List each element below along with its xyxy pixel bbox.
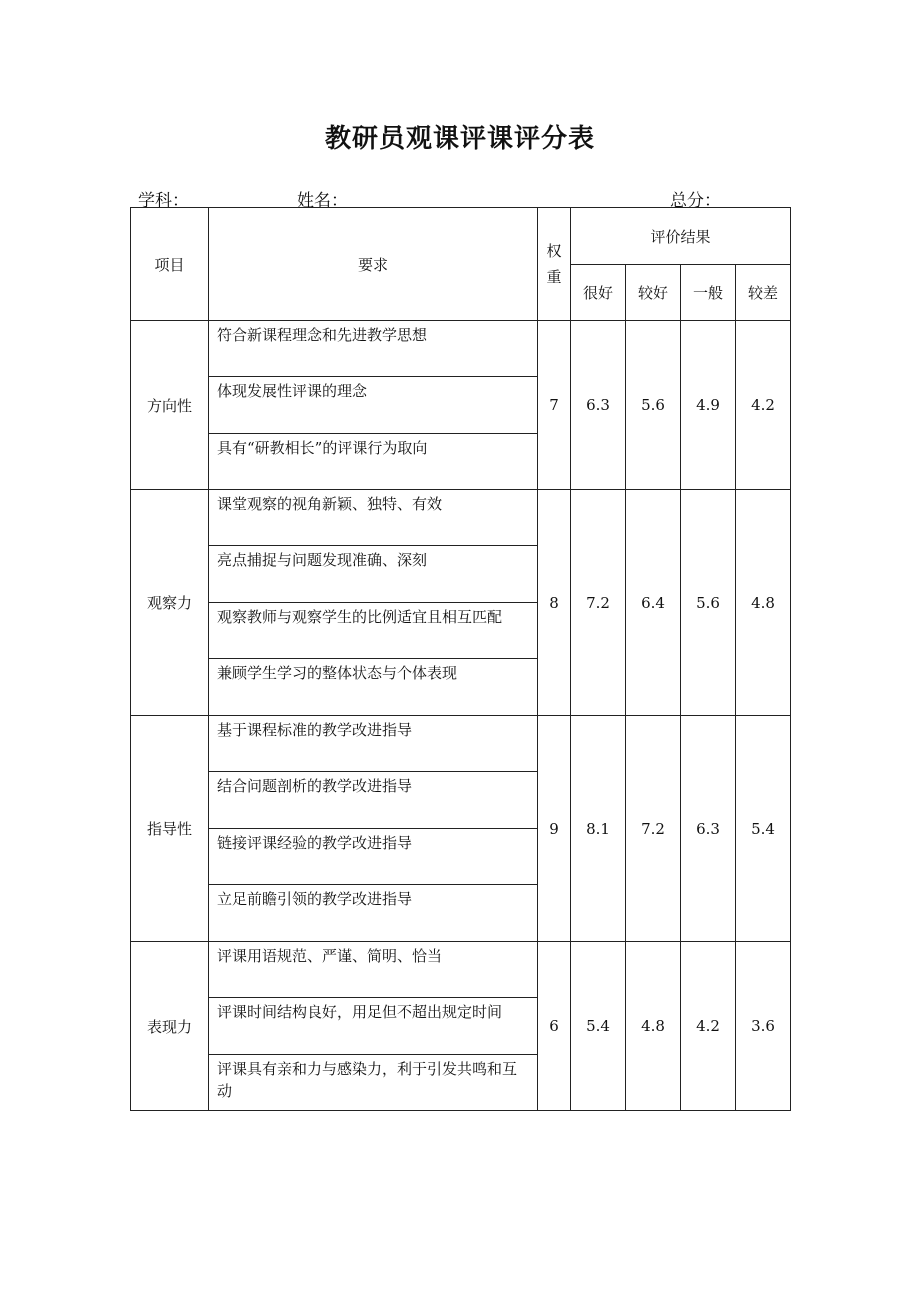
requirement-cell: 结合问题剖析的教学改进指导 — [209, 772, 538, 829]
score-poor: 3.6 — [736, 942, 791, 1111]
header-level-very-good: 很好 — [571, 265, 626, 321]
requirement-cell: 亮点捕捉与问题发现准确、深刻 — [209, 546, 538, 603]
requirement-cell: 评课用语规范、严谨、简明、恰当 — [209, 942, 538, 998]
header-level-good: 较好 — [626, 265, 681, 321]
weight-cell: 8 — [538, 490, 571, 716]
requirement-cell: 评课时间结构良好，用足但不超出规定时间 — [209, 998, 538, 1055]
score-good: 4.8 — [626, 942, 681, 1111]
score-table — [130, 207, 791, 1111]
score-very-good: 8.1 — [571, 716, 626, 942]
score-very-good: 7.2 — [571, 490, 626, 716]
score-average: 6.3 — [681, 716, 736, 942]
subject-label: 学科： — [138, 191, 189, 211]
header-level-average: 一般 — [681, 265, 736, 321]
item-direction: 方向性 — [131, 321, 209, 490]
requirement-cell: 观察教师与观察学生的比例适宜且相互匹配 — [209, 603, 538, 659]
score-good: 6.4 — [626, 490, 681, 716]
requirement-cell: 体现发展性评课的理念 — [209, 377, 538, 434]
item-observation: 观察力 — [131, 490, 209, 716]
requirement-cell: 符合新课程理念和先进教学思想 — [209, 321, 538, 377]
header-weight-line1: 权 — [546, 242, 562, 260]
score-poor: 4.2 — [736, 321, 791, 490]
header-weight-line2: 重 — [546, 268, 562, 286]
score-average: 5.6 — [681, 490, 736, 716]
header-result: 评价结果 — [571, 208, 791, 265]
score-poor: 5.4 — [736, 716, 791, 942]
item-guidance: 指导性 — [131, 716, 209, 942]
header-level-poor: 较差 — [736, 265, 791, 321]
requirement-cell: 具有“研教相长”的评课行为取向 — [209, 434, 538, 490]
requirement-cell: 课堂观察的视角新颖、独特、有效 — [209, 490, 538, 546]
score-very-good: 5.4 — [571, 942, 626, 1111]
item-performance: 表现力 — [131, 942, 209, 1111]
total-score-label: 总分： — [670, 191, 721, 211]
requirement-cell: 链接评课经验的教学改进指导 — [209, 829, 538, 885]
requirement-cell: 兼顾学生学习的整体状态与个体表现 — [209, 659, 538, 716]
score-very-good: 6.3 — [571, 321, 626, 490]
weight-cell: 9 — [538, 716, 571, 942]
header-weight — [538, 208, 571, 321]
name-label: 姓名： — [297, 191, 348, 211]
score-poor: 4.8 — [736, 490, 791, 716]
score-average: 4.2 — [681, 942, 736, 1111]
score-good: 5.6 — [626, 321, 681, 490]
score-average: 4.9 — [681, 321, 736, 490]
requirement-cell: 基于课程标准的教学改进指导 — [209, 716, 538, 772]
header-item: 项目 — [131, 208, 209, 321]
weight-cell: 7 — [538, 321, 571, 490]
score-good: 7.2 — [626, 716, 681, 942]
page-title: 教研员观课评课评分表 — [324, 124, 595, 154]
requirement-cell: 立足前瞻引领的教学改进指导 — [209, 885, 538, 942]
header-requirement: 要求 — [209, 208, 538, 321]
weight-cell: 6 — [538, 942, 571, 1111]
requirement-cell: 评课具有亲和力与感染力，利于引发共鸣和互动 — [209, 1055, 538, 1111]
